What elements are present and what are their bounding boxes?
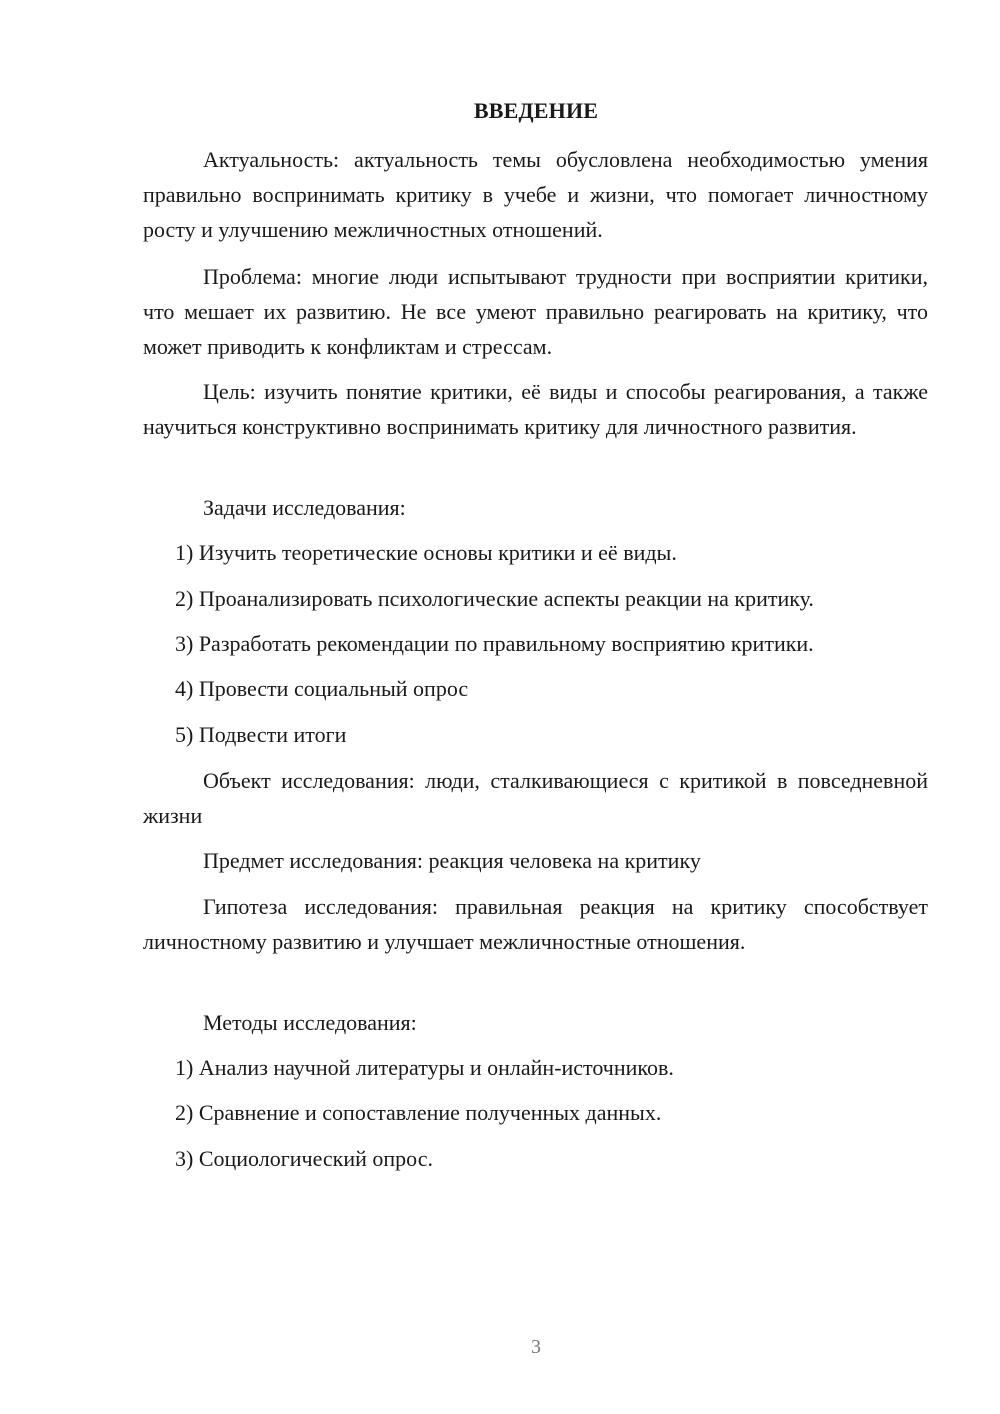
relevance-paragraph: Актуальность: актуальность темы обусловлена необходимостью умения правильно воспринимать критику в учебе и жизни, что помогает личностному росту и улучшению межличностных отношений. <box>143 147 928 242</box>
tasks-heading: Задачи исследования: <box>203 495 406 520</box>
section-title: ВВЕДЕНИЕ <box>473 98 599 123</box>
task-item: 4) Провести социальный опрос <box>175 676 469 701</box>
task-item: 1) Изучить теоретические основы критики и её виды. <box>175 540 677 565</box>
method-item: 1) Анализ научной литературы и онлайн-источников. <box>175 1055 674 1080</box>
methods-heading: Методы исследования: <box>203 1010 417 1035</box>
task-item: 3) Разработать рекомендации по правильному восприятию критики. <box>175 631 814 656</box>
problem-paragraph: Проблема: многие люди испытывают трудности при восприятии критики, что мешает их развитию. Не все умеют правильно реагировать на критику, что может приводить к конфликтам и стрессам. <box>143 264 928 359</box>
goal-paragraph: Цель: изучить понятие критики, её виды и способы реагирования, а также научиться конструктивно воспринимать критику для личностного развития. <box>143 379 928 439</box>
page-number: 3 <box>531 1336 541 1358</box>
hypothesis-paragraph: Гипотеза исследования: правильная реакция на критику способствует личностному развитию и улучшает межличностные отношения. <box>143 894 928 954</box>
method-item: 3) Социологический опрос. <box>175 1146 433 1171</box>
subject-paragraph: Предмет исследования: реакция человека на критику <box>203 848 701 873</box>
task-item: 2) Проанализировать психологические аспекты реакции на критику. <box>175 586 814 611</box>
object-paragraph: Объект исследования: люди, сталкивающиеся с критикой в повседневной жизни <box>143 768 928 828</box>
task-item: 5) Подвести итоги <box>175 722 347 747</box>
method-item: 2) Сравнение и сопоставление полученных данных. <box>175 1100 662 1125</box>
